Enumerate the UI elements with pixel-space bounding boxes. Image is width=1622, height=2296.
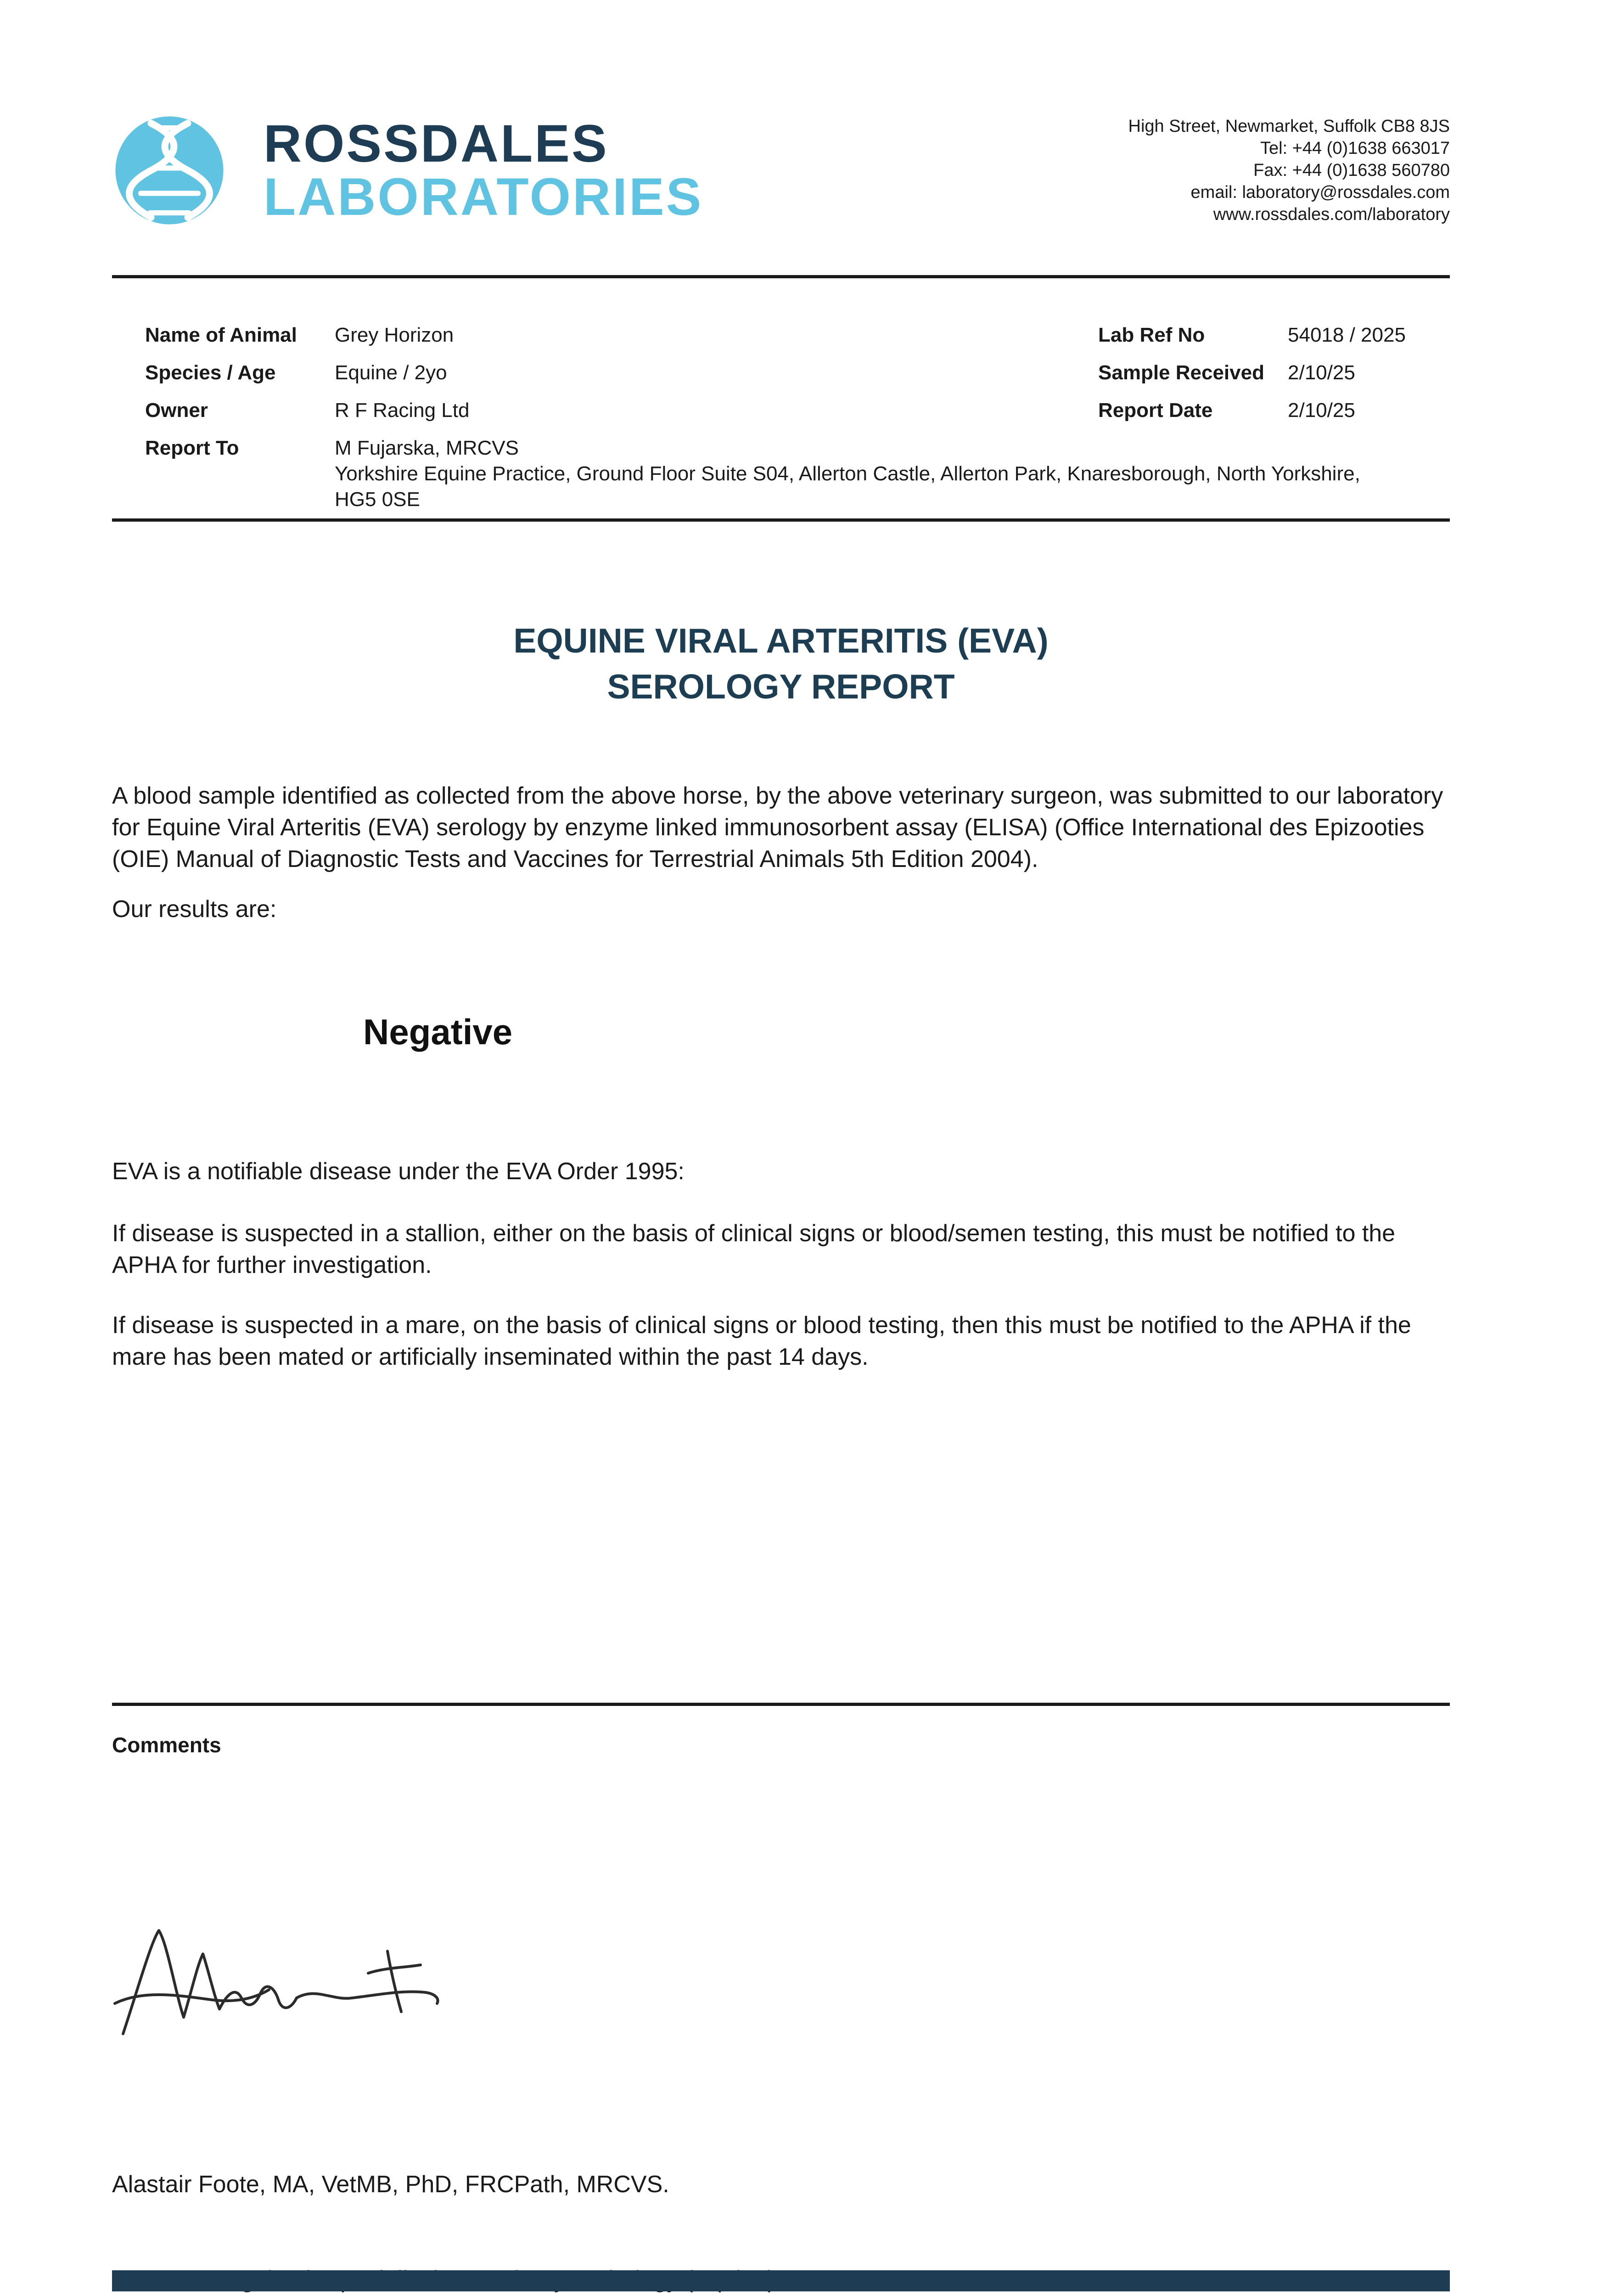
notifiable-paragraph: EVA is a notifiable disease under the EVA Order 1995: <box>112 1158 685 1185</box>
report-to-address-line1: Yorkshire Equine Practice, Ground Floor Suite S04, Allerton Castle, Allerton Park, Knaresborough, North Yorkshire, <box>335 462 1360 485</box>
contact-tel: Tel: +44 (0)1638 663017 <box>1260 139 1450 158</box>
result-value: Negative <box>363 1012 513 1052</box>
dna-logo-icon <box>112 113 227 228</box>
comments-divider <box>112 1703 1450 1706</box>
species-age-value: Equine / 2yo <box>335 361 447 384</box>
brand-text <box>264 114 703 226</box>
header <box>112 113 1450 228</box>
sample-received-value: 2/10/25 <box>1288 361 1355 384</box>
header-divider <box>112 275 1450 278</box>
lab-ref-label: Lab Ref No <box>1098 324 1205 346</box>
report-title <box>112 618 1450 709</box>
brand-subname: LABORATORIES <box>264 168 703 226</box>
stallion-paragraph: If disease is suspected in a stallion, either on the basis of clinical signs or blood/semen testing, this must be notified to the APHA for further investigation. <box>112 1220 1396 1278</box>
contact-fax: Fax: +44 (0)1638 560780 <box>1253 161 1450 180</box>
report-date-value: 2/10/25 <box>1288 399 1355 422</box>
signoff-block <box>112 2105 1450 2296</box>
report-date-label: Report Date <box>1098 399 1213 422</box>
report-info <box>112 322 1450 512</box>
results-lead: Our results are: <box>112 896 277 923</box>
mare-paragraph: If disease is suspected in a mare, on the basis of clinical signs or blood testing, then this must be notified to the APHA if the mare has been mated or artificially inseminated within the past 14 days. <box>112 1312 1411 1370</box>
report-info-grid <box>145 322 1450 512</box>
info-divider <box>112 518 1450 522</box>
intro-paragraph: A blood sample identified as collected from the above horse, by the above veterinary surgeon, was submitted to our laboratory for Equine Viral Arteritis (EVA) serology by enzyme linked immunosorbent assay (ELISA) (Office International des Epizooties (OIE) Manual of Diagnostic Tests and Vaccines for Terrestrial Animals 5th Edition 2004). <box>112 782 1443 872</box>
contact-website: www.rossdales.com/laboratory <box>1213 205 1450 224</box>
sample-received-label: Sample Received <box>1098 361 1264 384</box>
contact-address: High Street, Newmarket, Suffolk CB8 8JS <box>1128 117 1450 136</box>
lab-ref-value: 54018 / 2025 <box>1288 324 1406 346</box>
report-to-address-line2: HG5 0SE <box>335 488 420 511</box>
animal-name-label: Name of Animal <box>145 324 297 346</box>
contact-block <box>1128 115 1450 225</box>
report-to-value <box>335 435 1450 512</box>
signature-image <box>112 1913 443 2050</box>
owner-value: R F Racing Ltd <box>335 399 470 422</box>
report-to-label: Report To <box>145 437 239 459</box>
report-to-name: M Fujarska, MRCVS <box>335 437 519 459</box>
brand <box>112 113 703 228</box>
contact-email: email: laboratory@rossdales.com <box>1190 183 1450 202</box>
footer-bar <box>112 2270 1450 2291</box>
report-title-line2: SEROLOGY REPORT <box>607 667 955 706</box>
comments-heading: Comments <box>112 1733 221 1757</box>
owner-label: Owner <box>145 399 208 422</box>
animal-name-value: Grey Horizon <box>335 324 454 346</box>
species-age-label: Species / Age <box>145 361 276 384</box>
signoff-name: Alastair Foote, MA, VetMB, PhD, FRCPath, MRCVS. <box>112 2171 669 2198</box>
report-title-line1: EQUINE VIRAL ARTERITIS (EVA) <box>513 621 1049 660</box>
brand-name: ROSSDALES <box>264 114 609 173</box>
